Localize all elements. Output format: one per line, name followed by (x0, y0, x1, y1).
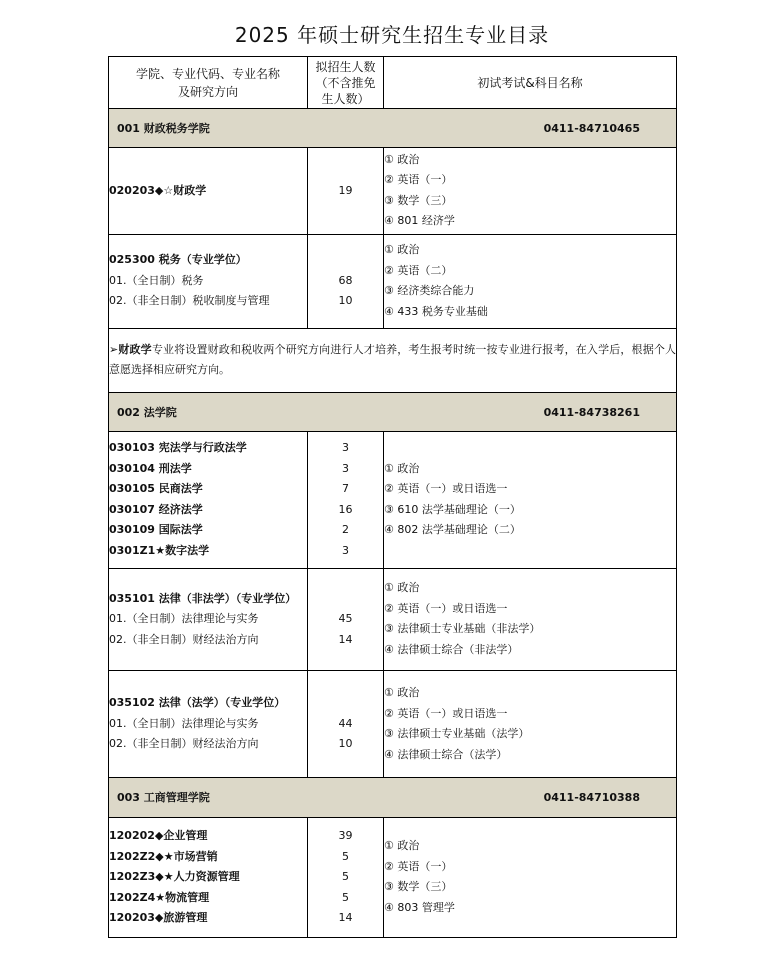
enrollment-count: 44 (338, 716, 353, 730)
exam-subject: ③ 法律硕士专业基础（非法学） (384, 622, 541, 636)
exam-subject: ④ 法律硕士综合（非法学） (384, 642, 519, 656)
program-code-name: 020203◆☆财政学 (109, 183, 207, 197)
program-row (109, 671, 677, 778)
research-direction: 01.（全日制）法律理论与实务 (109, 716, 259, 730)
exam-subject: ① 政治 (384, 152, 420, 166)
exam-subject: ① 政治 (384, 686, 420, 700)
enrollment-count: 14 (338, 632, 353, 646)
program-code-name: 1202Z4★物流管理 (109, 890, 210, 904)
program-row (109, 432, 677, 568)
exam-subject: ② 英语（一）或日语选一 (384, 601, 508, 615)
enrollment-count: 14 (338, 911, 353, 924)
program-code-name: 030104 刑法学 (109, 461, 192, 475)
department-row (109, 109, 677, 148)
exam-subject: ③ 数学（三） (384, 880, 453, 894)
exam-subject: ② 英语（一） (384, 173, 453, 187)
enrollment-count: 7 (342, 482, 349, 496)
enrollment-count: 3 (342, 461, 349, 475)
department-phone: 0411-84738261 (543, 405, 640, 419)
department-row (109, 393, 677, 432)
note-text: 专业将设置财政和税收两个研究方向进行人才培养，考生报考时统一按专业进行报考，在入学后，根据个人意愿选择相应研究方向。 (109, 343, 676, 377)
enrollment-count: 16 (338, 502, 353, 516)
exam-subject: ① 政治 (384, 581, 420, 595)
program-code-name: 120202◆企业管理 (109, 829, 208, 842)
exam-subject: ② 英语（一）或日语选一 (384, 706, 508, 720)
department-name: 001 财政税务学院 (117, 122, 210, 136)
enrollment-count: 2 (342, 523, 349, 537)
exam-subject: ④ 801 经济学 (384, 214, 455, 228)
exam-subject: ④ 802 法学基础理论（二） (384, 523, 521, 537)
department-name: 002 法学院 (117, 406, 177, 420)
program-code-name: 0301Z1★数字法学 (109, 543, 210, 557)
program-row (109, 817, 677, 938)
exam-subject: ③ 经济类综合能力 (384, 284, 475, 298)
department-row (109, 778, 677, 817)
program-row (109, 568, 677, 670)
table-header-row (109, 57, 677, 109)
program-code-name: 1202Z3◆★人力资源管理 (109, 870, 240, 883)
program-row (109, 148, 677, 234)
research-direction: 02.（非全日制）税收制度与管理 (109, 294, 270, 308)
exam-subject: ① 政治 (384, 243, 420, 257)
enrollment-count: 10 (338, 294, 353, 308)
header-text: 拟招生人数 (315, 59, 376, 74)
exam-subject: ① 政治 (384, 461, 420, 475)
exam-subject: ② 英语（一） (384, 859, 453, 873)
note-row (109, 328, 677, 392)
program-code-name: 030107 经济法学 (109, 502, 203, 516)
enrollment-count: 19 (338, 183, 353, 197)
enrollment-count: 5 (342, 849, 349, 863)
enrollment-count: 5 (342, 890, 349, 904)
enrollment-count: 3 (342, 543, 349, 557)
program-code-name: 030105 民商法学 (109, 482, 203, 496)
header-text: 及研究方向 (177, 84, 238, 99)
program-code-name: 120203◆旅游管理 (109, 911, 208, 924)
research-direction: 02.（非全日制）财经法治方向 (109, 737, 259, 751)
research-direction: 01.（全日制）税务 (109, 273, 204, 287)
department-name: 003 工商管理学院 (117, 791, 210, 805)
enrollment-count: 5 (342, 870, 349, 883)
program-code-name: 035101 法律（非法学）（专业学位） (109, 591, 297, 605)
header-exam-subjects: 初试考试&科目名称 (384, 57, 677, 109)
exam-subject: ③ 法律硕士专业基础（法学） (384, 727, 530, 741)
note-lead: ➢财政学 (109, 343, 152, 357)
program-row (109, 234, 677, 328)
department-phone: 0411-84710388 (543, 790, 640, 804)
program-code-name: 025300 税务（专业学位） (109, 253, 247, 267)
header-text: 学院、专业代码、专业名称 (135, 66, 280, 81)
header-text: 生人数） (321, 91, 370, 106)
header-text: （不含推免 (315, 75, 376, 90)
exam-subject: ① 政治 (384, 839, 420, 853)
program-code-name: 030109 国际法学 (109, 523, 203, 537)
enrollment-count: 68 (338, 273, 353, 287)
exam-subject: ③ 610 法学基础理论（一） (384, 502, 521, 516)
research-direction: 01.（全日制）法律理论与实务 (109, 612, 259, 626)
header-enrollment (308, 57, 384, 109)
enrollment-count: 45 (338, 612, 353, 626)
exam-subject: ② 英语（二） (384, 263, 453, 277)
exam-subject: ④ 法律硕士综合（法学） (384, 747, 508, 761)
enrollment-count: 3 (342, 441, 349, 455)
research-direction: 02.（非全日制）财经法治方向 (109, 632, 259, 646)
program-code-name: 030103 宪法学与行政法学 (109, 441, 247, 455)
header-college-program (109, 57, 308, 109)
program-code-name: 1202Z2◆★市场营销 (109, 849, 218, 863)
page-title: 2025 年硕士研究生招生专业目录 (234, 23, 550, 47)
exam-subject: ③ 数学（三） (384, 193, 453, 207)
enrollment-count: 10 (338, 737, 353, 751)
exam-subject: ② 英语（一）或日语选一 (384, 482, 508, 496)
program-catalog-table (108, 56, 677, 938)
exam-subject: ④ 433 税务专业基础 (384, 304, 488, 318)
enrollment-count: 39 (338, 829, 353, 842)
exam-subject: ④ 803 管理学 (384, 900, 455, 914)
department-phone: 0411-84710465 (543, 121, 640, 135)
program-code-name: 035102 法律（法学）（专业学位） (109, 696, 286, 710)
